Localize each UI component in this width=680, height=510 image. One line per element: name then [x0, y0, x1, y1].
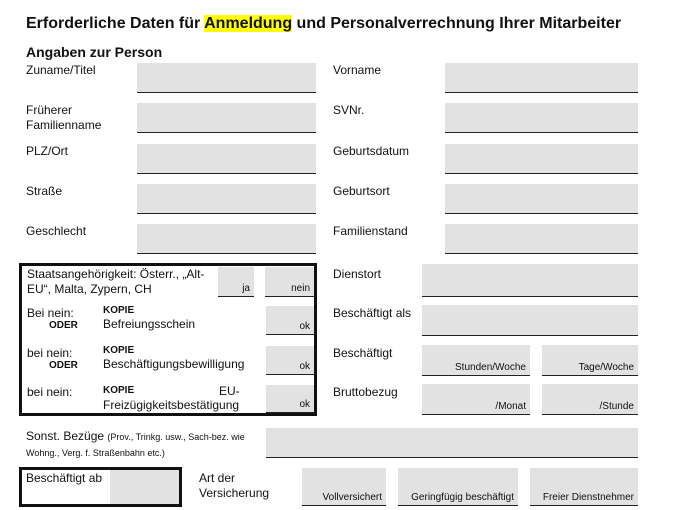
tage-woche-unit: Tage/Woche: [578, 362, 634, 373]
citizenship-label: Staatsangehörigkeit: Österr., „Alt-EU“, Malta, Zypern, CH: [27, 267, 205, 296]
kopie-3: KOPIE: [103, 385, 135, 396]
doc-3: Freizügigkeitsbestätigung: [103, 398, 240, 412]
svnr-field[interactable]: [445, 103, 638, 133]
kopie-1: KOPIE: [103, 305, 135, 316]
doc-2: Beschäftigungsbewilligung: [103, 357, 245, 371]
label-bruttobezug: Bruttobezug: [333, 385, 398, 399]
ok-label-2: ok: [299, 361, 310, 372]
sonst-note: (Prov., Trinkg. usw., Sach-bez. wie Wohng., Verg. f. Straßenbahn etc.): [26, 432, 245, 458]
no-label: nein: [291, 283, 310, 294]
title-after: und Personalverrechnung Ihrer Mitarbeiter: [292, 15, 622, 32]
strasse-field[interactable]: [137, 184, 316, 214]
beschaeftigungsbewilligung-ok-field[interactable]: [266, 346, 314, 375]
beschaeftigt-als-field[interactable]: [422, 305, 638, 336]
label-beschaeftigt: Beschäftigt: [333, 346, 393, 360]
freier-dienstnehmer-label: Freier Dienstnehmer: [542, 492, 634, 503]
yes-label: ja: [242, 283, 250, 294]
label-vorname: Vorname: [333, 63, 382, 77]
zuname-field[interactable]: [137, 63, 316, 93]
brutto-monat-field[interactable]: [422, 384, 530, 415]
label-beschaeftigt-als: Beschäftigt als: [333, 306, 412, 320]
sonst-label-wrap: [26, 429, 251, 461]
label-zuname: Zuname/Titel: [26, 63, 96, 77]
monat-unit: /Monat: [495, 401, 526, 412]
ok-label-1: ok: [299, 321, 310, 332]
label-geburtsdatum: Geburtsdatum: [333, 144, 410, 158]
freizuegigkeit-ok-field[interactable]: [266, 385, 314, 413]
stunde-unit: /Stunde: [599, 401, 634, 412]
oder-2: ODER: [49, 360, 78, 371]
page-title: [26, 15, 621, 33]
label-frueherer-familienname: Früherer Familienname: [26, 103, 102, 132]
befreiungsschein-ok-field[interactable]: [266, 306, 314, 335]
frueherer-familienname-field[interactable]: [137, 103, 316, 133]
dienstort-field[interactable]: [422, 264, 638, 297]
label-strasse: Straße: [26, 184, 63, 198]
geburtsdatum-field[interactable]: [445, 144, 638, 174]
kopie-2: KOPIE: [103, 345, 135, 356]
stunden-woche-unit: Stunden/Woche: [455, 362, 526, 373]
freier-dienstnehmer-option[interactable]: [530, 468, 638, 506]
title-before: Erforderliche Daten für: [26, 15, 205, 32]
oder-1: ODER: [49, 320, 78, 331]
tage-woche-field[interactable]: [542, 345, 638, 376]
cond-3: bei nein:: [27, 385, 73, 399]
label-geburtsort: Geburtsort: [333, 184, 390, 198]
geringfuegig-option[interactable]: [398, 468, 518, 506]
beschaeftigt-ab-field[interactable]: [110, 470, 179, 504]
ok-label-3: ok: [299, 399, 310, 410]
label-beschaeftigt-ab: Beschäftigt ab: [26, 471, 103, 485]
citizenship-no-field[interactable]: [265, 267, 314, 297]
section-heading: Angaben zur Person: [26, 44, 163, 60]
brutto-stunde-field[interactable]: [542, 384, 638, 415]
geringfuegig-label: Geringfügig beschäftigt: [411, 492, 514, 503]
geschlecht-field[interactable]: [137, 224, 316, 254]
geburtsort-field[interactable]: [445, 184, 638, 214]
citizenship-yes-field[interactable]: [218, 267, 254, 297]
plz-ort-field[interactable]: [137, 144, 316, 174]
vorname-field[interactable]: [445, 63, 638, 93]
label-plz-ort: PLZ/Ort: [26, 144, 69, 158]
eu-label: EU-: [219, 384, 240, 398]
cond-1: Bei nein:: [27, 306, 74, 320]
title-highlight: Anmeldung: [204, 15, 293, 32]
stunden-woche-field[interactable]: [422, 345, 530, 376]
sonst-bezuege-field[interactable]: [266, 428, 638, 458]
doc-1: Befreiungsschein: [103, 317, 196, 331]
vollversichert-option[interactable]: [302, 468, 386, 506]
familienstand-field[interactable]: [445, 224, 638, 254]
label-geschlecht: Geschlecht: [26, 224, 87, 238]
label-dienstort: Dienstort: [333, 267, 382, 281]
label-art-der-versicherung: Art der Versicherung: [199, 471, 270, 500]
label-familienstand: Familienstand: [333, 224, 408, 238]
cond-2: bei nein:: [27, 346, 73, 360]
sonst-label: Sonst. Bezüge: [26, 429, 105, 443]
vollversichert-label: Vollversichert: [322, 492, 382, 503]
label-svnr: SVNr.: [333, 103, 365, 117]
